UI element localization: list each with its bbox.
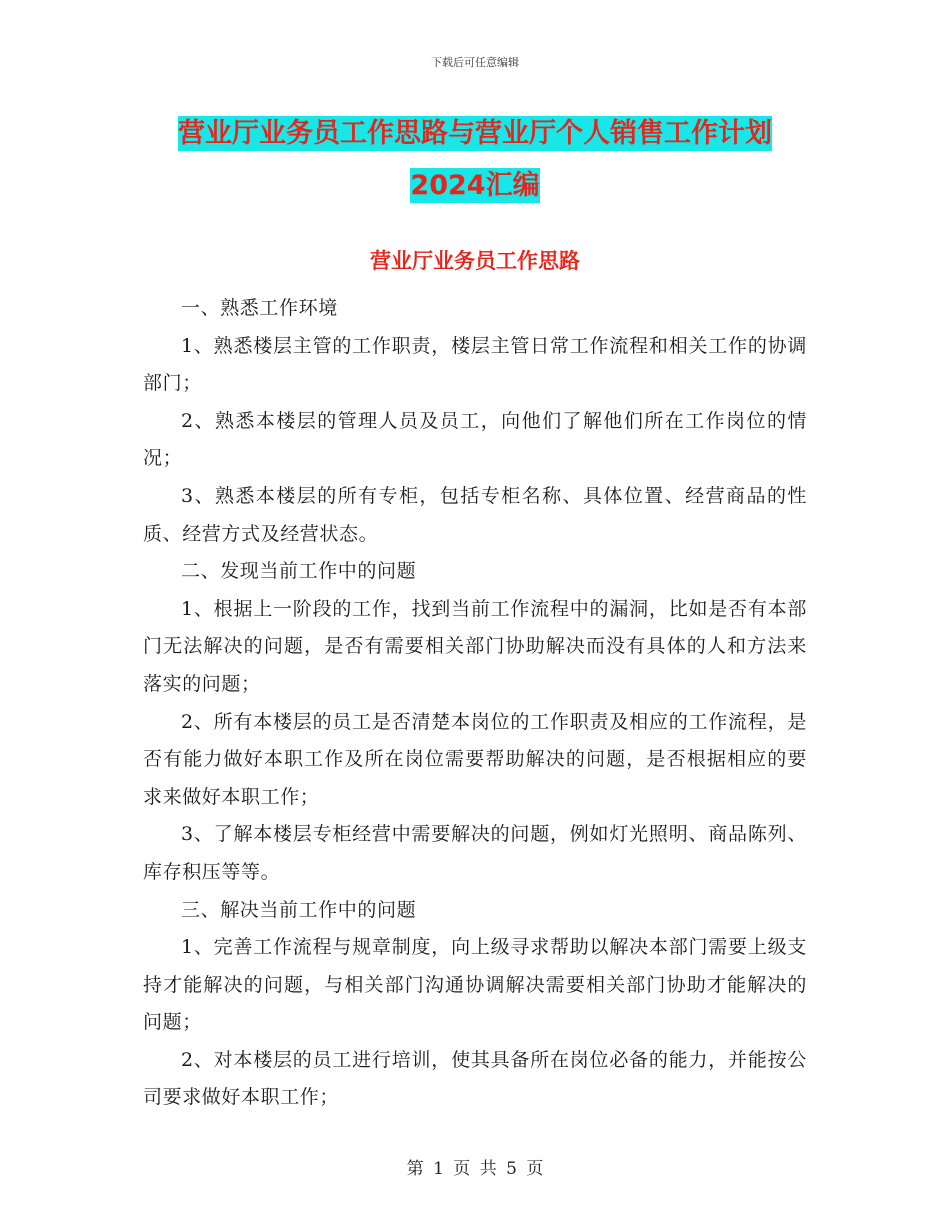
- paragraph: 2、对本楼层的员工进行培训，使其具备所在岗位必备的能力，并能按公司要求做好本职工作；: [143, 1048, 807, 1109]
- paragraph: 二、发现当前工作中的问题: [181, 560, 417, 583]
- page-footer: 第 1 页 共 5 页: [406, 1159, 544, 1179]
- section-title: 营业厅业务员工作思路: [370, 249, 580, 273]
- paragraph: 2、所有本楼层的员工是否清楚本岗位的工作职责及相应的工作流程，是否有能力做好本职工作及所在岗位需要帮助解决的问题，是否根据相应的要求来做好本职工作；: [143, 710, 807, 808]
- paragraph: 3、了解本楼层专柜经营中需要解决的问题，例如灯光照明、商品陈列、库存积压等等。: [143, 823, 807, 883]
- paragraph: 3、熟悉本楼层的所有专柜，包括专柜名称、具体位置、经营商品的性质、经营方式及经营状态。: [143, 484, 807, 545]
- paragraph: 1、熟悉楼层主管的工作职责，楼层主管日常工作流程和相关工作的协调部门；: [143, 334, 807, 395]
- header-note: 下载后可任意编辑: [431, 56, 519, 69]
- document-title: [100, 108, 850, 212]
- paragraph: 1、完善工作流程与规章制度，向上级寻求帮助以解决本部门需要上级支持才能解决的问题，与相关部门沟通协调解决需要相关部门协助才能解决的问题；: [143, 936, 807, 1034]
- body-text: [143, 290, 807, 1117]
- title-line-1: 营业厅业务员工作思路与营业厅个人销售工作计划: [178, 118, 772, 149]
- paragraph: 1、根据上一阶段的工作，找到当前工作流程中的漏洞，比如是否有本部门无法解决的问题，是否有需要相关部门协助解决而没有具体的人和方法来落实的问题；: [143, 597, 807, 695]
- paragraph: 2、熟悉本楼层的管理人员及员工，向他们了解他们所在工作岗位的情况；: [143, 409, 807, 470]
- title-line-2: 2024汇编: [410, 170, 540, 201]
- paragraph: 一、熟悉工作环境: [181, 297, 338, 319]
- paragraph: 三、解决当前工作中的问题: [181, 898, 417, 921]
